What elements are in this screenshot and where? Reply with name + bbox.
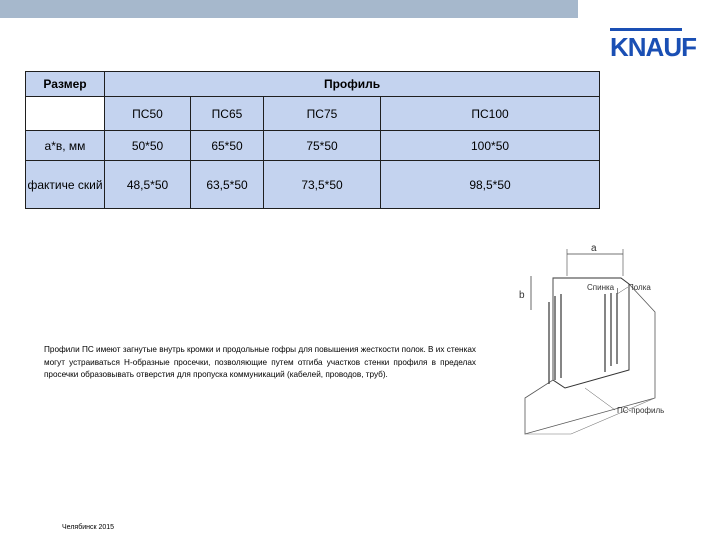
- cell-nominal-ps50: 50*50: [105, 131, 191, 161]
- dim-a-label: а: [591, 243, 597, 254]
- cell-nominal-ps75: 75*50: [264, 131, 381, 161]
- knauf-logo: [610, 22, 702, 78]
- cell-actual-ps75: 73,5*50: [264, 161, 381, 209]
- col-ps75: ПС75: [264, 97, 381, 131]
- label-spinka: Спинка: [587, 283, 615, 292]
- top-bar: [0, 0, 578, 18]
- dim-b-label: b: [519, 290, 525, 301]
- logo-bar: [610, 28, 682, 31]
- row-label-actual: фактиче ский: [26, 161, 105, 209]
- label-profile: ПС-профиль: [617, 406, 665, 415]
- empty-cell: [26, 97, 105, 131]
- cell-nominal-ps65: 65*50: [191, 131, 264, 161]
- cell-actual-ps100: 98,5*50: [381, 161, 600, 209]
- cell-actual-ps50: 48,5*50: [105, 161, 191, 209]
- pointer-profile: [585, 388, 615, 410]
- header-size: Размер: [26, 72, 105, 97]
- col-ps50: ПС50: [105, 97, 191, 131]
- cell-actual-ps65: 63,5*50: [191, 161, 264, 209]
- profile-size-table: [25, 71, 600, 209]
- profile-diagram: [505, 238, 675, 448]
- col-ps100: ПС100: [381, 97, 600, 131]
- header-profile: Профиль: [105, 72, 600, 97]
- footer-city-year: Челябинск 2015: [62, 524, 115, 531]
- profile-description: Профили ПС имеют загнутые внутрь кромки и продольные гофры для повышения жесткости полок. В их стенках могут устраиваться Н-образные просечки, позволяющие путем отгиба участков стенки профиля в пределах просечки образовывать отверстия для пропуска коммуникаций (кабелей, проводов, труб).: [44, 345, 476, 380]
- cell-nominal-ps100: 100*50: [381, 131, 600, 161]
- logo-text: KNAUF: [610, 32, 696, 62]
- label-polka: Полка: [628, 283, 651, 292]
- col-ps65: ПС65: [191, 97, 264, 131]
- row-label-nominal: а*в, мм: [26, 131, 105, 161]
